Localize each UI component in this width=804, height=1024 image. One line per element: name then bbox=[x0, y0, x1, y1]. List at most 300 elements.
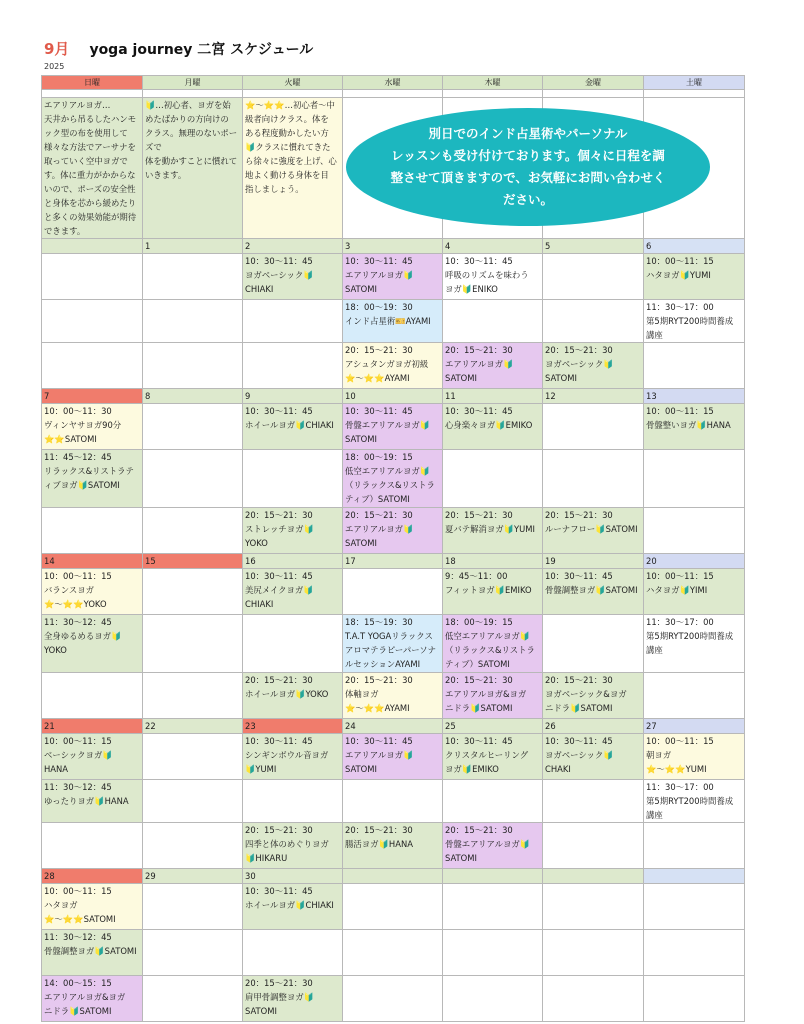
class-entry bbox=[543, 508, 644, 554]
date-cell: 7 bbox=[42, 389, 143, 404]
weekday-mon: 月曜 bbox=[143, 76, 243, 90]
empty-slot bbox=[343, 780, 443, 823]
legend-line: ある程度動かしたい方 bbox=[245, 128, 329, 138]
class-entry-line: フィットヨガ🔰EMIKO bbox=[445, 585, 532, 595]
class-entry bbox=[243, 976, 343, 1022]
class-entry-line: ⭐〜⭐⭐YOKO bbox=[44, 599, 107, 609]
class-entry-line: 第5期RYT200時間養成 bbox=[646, 631, 734, 641]
class-entry-line: 20：15〜21：30 bbox=[445, 675, 513, 685]
class-entry bbox=[243, 508, 343, 554]
date-cell: 25 bbox=[443, 719, 543, 734]
empty-slot bbox=[42, 343, 143, 389]
empty-slot bbox=[143, 343, 243, 389]
class-entry-line: 20：15〜21：30 bbox=[545, 675, 613, 685]
class-entry bbox=[343, 615, 443, 673]
date-cell: 5 bbox=[543, 239, 644, 254]
class-entry bbox=[343, 823, 443, 869]
empty-slot bbox=[143, 300, 243, 343]
class-entry-line: SATOMI bbox=[345, 434, 377, 444]
empty-slot bbox=[543, 254, 644, 300]
class-entry-line: ホイールヨガ🔰YOKO bbox=[245, 689, 329, 699]
class-entry-line: ティブ）SATOMI bbox=[345, 494, 410, 504]
notice-bubble bbox=[346, 108, 710, 226]
class-entry-line: ヨガ🔰ENIKO bbox=[445, 284, 498, 294]
class-entry-line: 10：00〜11：15 bbox=[44, 571, 112, 581]
class-entry-line: 20：15〜21：30 bbox=[245, 510, 313, 520]
class-entry bbox=[42, 404, 143, 450]
legend-aerial bbox=[42, 98, 143, 239]
empty-slot bbox=[143, 780, 243, 823]
empty-slot bbox=[143, 930, 243, 976]
class-entry-line: 9：45〜11：00 bbox=[445, 571, 508, 581]
empty-slot bbox=[243, 450, 343, 508]
class-entry bbox=[243, 254, 343, 300]
class-entry-line: 18：00〜19：15 bbox=[445, 617, 513, 627]
class-entry-line: 10：30〜11：45 bbox=[345, 736, 413, 746]
empty-slot bbox=[343, 569, 443, 615]
date-row bbox=[42, 389, 745, 404]
legend-line: 体を動かすことに慣れて bbox=[145, 156, 238, 166]
legend-line: と多くの効果効能が期待 bbox=[44, 212, 137, 222]
legend-intermediate bbox=[243, 98, 343, 239]
class-entry-line: 美尻メイクヨガ🔰 bbox=[245, 585, 314, 595]
class-entry-line: ホイールヨガ🔰CHIAKI bbox=[245, 900, 334, 910]
class-entry-line: 体軸ヨガ bbox=[345, 689, 379, 699]
date-cell: 22 bbox=[143, 719, 243, 734]
schedule-header bbox=[44, 38, 313, 62]
empty-slot bbox=[143, 734, 243, 780]
class-entry bbox=[343, 508, 443, 554]
notice-line: レッスンも受け付けております。個々に日程を調 bbox=[391, 148, 665, 163]
legend-line: いきます。 bbox=[145, 170, 187, 180]
class-entry-line: SATOMI bbox=[445, 853, 477, 863]
class-entry bbox=[243, 884, 343, 930]
empty-slot bbox=[143, 823, 243, 869]
date-cell: 29 bbox=[143, 869, 243, 884]
empty-slot bbox=[42, 673, 143, 719]
class-entry-line: 20：15〜21：30 bbox=[445, 825, 513, 835]
class-entry-line: 講座 bbox=[646, 330, 663, 340]
class-entry bbox=[443, 343, 543, 389]
class-entry-line: 11：30〜17：00 bbox=[646, 617, 714, 627]
date-cell bbox=[443, 869, 543, 884]
class-entry-line: ⭐〜⭐⭐SATOMI bbox=[44, 914, 116, 924]
class-entry-line: ハタヨガ🔰YUMI bbox=[646, 270, 711, 280]
class-entry-line: ィブヨガ🔰SATOMI bbox=[44, 480, 120, 490]
class-entry-line: 10：30〜11：45 bbox=[345, 256, 413, 266]
date-cell bbox=[543, 869, 644, 884]
class-entry-line: （リラックス&リストラ bbox=[345, 480, 435, 490]
class-entry bbox=[644, 404, 745, 450]
time-slot-row bbox=[42, 615, 745, 673]
class-entry-line: 骨盤調整ヨガ🔰SATOMI bbox=[545, 585, 638, 595]
class-entry-line: 20：15〜21：30 bbox=[345, 345, 413, 355]
class-entry-line: 10：30〜11：45 bbox=[245, 406, 313, 416]
empty-slot bbox=[443, 300, 543, 343]
date-cell: 3 bbox=[343, 239, 443, 254]
date-cell: 16 bbox=[243, 554, 343, 569]
class-entry-line: 第5期RYT200時間養成 bbox=[646, 796, 734, 806]
class-entry bbox=[42, 976, 143, 1022]
legend-line: ック型の布を使用して bbox=[44, 128, 128, 138]
class-entry-line: 20：15〜21：30 bbox=[245, 675, 313, 685]
class-entry bbox=[443, 615, 543, 673]
legend-line: と身体を芯から緩めたり bbox=[44, 198, 137, 208]
class-entry-line: ヨガ🔰EMIKO bbox=[445, 764, 499, 774]
class-entry bbox=[243, 404, 343, 450]
class-entry-line: エアリアルヨガ&ヨガ bbox=[445, 689, 527, 699]
class-entry bbox=[343, 254, 443, 300]
class-entry-line: 11：30〜12：45 bbox=[44, 932, 112, 942]
class-entry bbox=[343, 300, 443, 343]
empty-slot bbox=[143, 673, 243, 719]
date-cell: 9 bbox=[243, 389, 343, 404]
weekday-wed: 水曜 bbox=[343, 76, 443, 90]
class-entry-line: SATOMI bbox=[445, 373, 477, 383]
class-entry bbox=[42, 569, 143, 615]
class-entry-line: ハタヨガ bbox=[44, 900, 78, 910]
class-entry bbox=[42, 930, 143, 976]
date-row bbox=[42, 719, 745, 734]
class-entry-line: 20：15〜21：30 bbox=[245, 978, 313, 988]
class-entry-line: ⭐〜⭐⭐YUMI bbox=[646, 764, 707, 774]
class-entry-line: 骨盤エアリアルヨガ🔰 bbox=[445, 839, 531, 849]
class-entry-line: ニドラ🔰SATOMI bbox=[545, 703, 613, 713]
class-entry-line: 低空エアリアルヨガ🔰 bbox=[445, 631, 531, 641]
empty-slot bbox=[543, 823, 644, 869]
class-entry-line: エアリアルヨガ🔰 bbox=[345, 270, 414, 280]
empty-slot bbox=[543, 404, 644, 450]
notice-line: 整させて頂きますので、お気軽にお問い合わせく bbox=[390, 170, 666, 185]
class-entry-line: 11：45〜12：45 bbox=[44, 452, 112, 462]
class-entry-line: アシュタンガヨガ初級 bbox=[345, 359, 429, 369]
class-entry-line: 10：30〜11：45 bbox=[445, 256, 513, 266]
legend-line: いので、ポーズの安全性 bbox=[44, 184, 136, 194]
legend-line: 取っていく空中ヨガで bbox=[44, 156, 128, 166]
date-row bbox=[42, 554, 745, 569]
class-entry-line: 20：15〜21：30 bbox=[245, 825, 313, 835]
time-slot-row bbox=[42, 569, 745, 615]
empty-slot bbox=[543, 615, 644, 673]
class-entry-line: 第5期RYT200時間養成 bbox=[646, 316, 734, 326]
class-entry bbox=[644, 300, 745, 343]
legend-line: ズで bbox=[145, 142, 162, 152]
empty-slot bbox=[143, 254, 243, 300]
class-entry-line: ⭐⭐SATOMI bbox=[44, 434, 97, 444]
class-entry-line: T.A.T YOGAリラックス bbox=[345, 631, 433, 641]
empty-slot bbox=[243, 300, 343, 343]
class-entry-line: 10：00〜11：15 bbox=[646, 256, 714, 266]
empty-slot bbox=[42, 300, 143, 343]
weekday-thu: 木曜 bbox=[443, 76, 543, 90]
class-entry bbox=[343, 343, 443, 389]
empty-slot bbox=[543, 300, 644, 343]
time-slot-row bbox=[42, 673, 745, 719]
date-cell: 6 bbox=[644, 239, 745, 254]
date-cell: 1 bbox=[143, 239, 243, 254]
class-entry bbox=[243, 569, 343, 615]
class-entry bbox=[443, 673, 543, 719]
class-entry-line: 四季と体のめぐりヨガ bbox=[245, 839, 329, 849]
date-cell: 8 bbox=[143, 389, 243, 404]
empty-slot bbox=[644, 884, 745, 930]
class-entry-line: 🔰YUMI bbox=[245, 764, 277, 774]
empty-slot bbox=[644, 673, 745, 719]
empty-slot bbox=[443, 780, 543, 823]
date-cell: 28 bbox=[42, 869, 143, 884]
class-entry-line: ヨガベーシック🔰 bbox=[545, 750, 614, 760]
class-entry-line: 朝ヨガ bbox=[646, 750, 672, 760]
legend-line: 様々な方法でアーサナを bbox=[44, 142, 136, 152]
class-entry bbox=[644, 569, 745, 615]
time-slot-row bbox=[42, 734, 745, 780]
class-entry bbox=[243, 673, 343, 719]
time-slot-row bbox=[42, 823, 745, 869]
legend-line: す。体に重力がかからな bbox=[44, 170, 136, 180]
class-entry-line: （リラックス&リストラ bbox=[445, 645, 535, 655]
date-cell: 12 bbox=[543, 389, 644, 404]
empty-slot bbox=[42, 254, 143, 300]
weekday-tue: 火曜 bbox=[243, 76, 343, 90]
empty-slot bbox=[543, 930, 644, 976]
class-entry-line: クリスタルヒーリング bbox=[445, 750, 529, 760]
year-label: 2025 bbox=[44, 62, 65, 71]
class-entry-line: 18：00〜19：15 bbox=[345, 452, 413, 462]
date-cell: 20 bbox=[644, 554, 745, 569]
class-entry-line: 20：15〜21：30 bbox=[545, 510, 613, 520]
class-entry bbox=[42, 450, 143, 508]
class-entry-line: アロマテラピーパーソナ bbox=[345, 645, 437, 655]
date-cell: 4 bbox=[443, 239, 543, 254]
date-cell: 21 bbox=[42, 719, 143, 734]
class-entry-line: ルセッションAYAMI bbox=[345, 659, 421, 669]
date-cell: 11 bbox=[443, 389, 543, 404]
empty-slot bbox=[443, 976, 543, 1022]
date-cell bbox=[42, 239, 143, 254]
empty-slot bbox=[443, 450, 543, 508]
date-cell: 17 bbox=[343, 554, 443, 569]
class-entry-line: ⭐〜⭐⭐AYAMI bbox=[345, 373, 410, 383]
class-entry-line: 20：15〜21：30 bbox=[345, 675, 413, 685]
class-entry bbox=[543, 734, 644, 780]
notice-line: 別日でのインド占星術やパーソナル bbox=[428, 126, 628, 141]
class-entry-line: 20：15〜21：30 bbox=[445, 510, 513, 520]
class-entry-line: 10：30〜11：45 bbox=[245, 571, 313, 581]
class-entry-line: 講座 bbox=[646, 645, 663, 655]
class-entry-line: 骨盤エアリアルヨガ🔰 bbox=[345, 420, 431, 430]
time-slot-row bbox=[42, 254, 745, 300]
class-entry-line: ゆったりヨガ🔰HANA bbox=[44, 796, 129, 806]
time-slot-row bbox=[42, 450, 745, 508]
date-cell bbox=[644, 869, 745, 884]
date-cell: 23 bbox=[243, 719, 343, 734]
class-entry-line: インド占星術🎫AYAMI bbox=[345, 316, 431, 326]
class-entry-line: 骨盤調整ヨガ🔰SATOMI bbox=[44, 946, 137, 956]
class-entry bbox=[443, 569, 543, 615]
class-entry-line: 低空エアリアルヨガ🔰 bbox=[345, 466, 431, 476]
class-entry-line: 腸活ヨガ🔰HANA bbox=[345, 839, 413, 849]
date-cell: 2 bbox=[243, 239, 343, 254]
class-entry-line: 講座 bbox=[646, 810, 663, 820]
empty-slot bbox=[143, 615, 243, 673]
class-entry-line: CHIAKI bbox=[245, 599, 274, 609]
class-entry bbox=[42, 884, 143, 930]
class-entry bbox=[543, 569, 644, 615]
empty-slot bbox=[644, 508, 745, 554]
class-entry-line: 10：00〜11：15 bbox=[646, 736, 714, 746]
empty-slot bbox=[343, 930, 443, 976]
legend-line: 級者向けクラス。体を bbox=[245, 114, 329, 124]
class-entry-line: 10：00〜11：15 bbox=[44, 886, 112, 896]
time-slot-row bbox=[42, 404, 745, 450]
month-label: 9月 bbox=[44, 40, 70, 58]
class-entry bbox=[343, 673, 443, 719]
class-entry-line: 11：30〜12：45 bbox=[44, 617, 112, 627]
empty-slot bbox=[143, 569, 243, 615]
class-entry-line: SATOMI bbox=[345, 284, 377, 294]
class-entry-line: 18：15〜19：30 bbox=[345, 617, 413, 627]
empty-slot bbox=[143, 976, 243, 1022]
class-entry-line: 10：30〜11：45 bbox=[245, 256, 313, 266]
date-cell: 30 bbox=[243, 869, 343, 884]
class-entry-line: 14：00〜15：15 bbox=[44, 978, 112, 988]
empty-slot bbox=[42, 823, 143, 869]
class-entry bbox=[42, 615, 143, 673]
empty-slot bbox=[644, 976, 745, 1022]
empty-slot bbox=[644, 343, 745, 389]
class-entry-line: 10：30〜11：45 bbox=[445, 406, 513, 416]
date-cell: 14 bbox=[42, 554, 143, 569]
time-slot-row bbox=[42, 343, 745, 389]
class-entry-line: SATOMI bbox=[345, 764, 377, 774]
empty-slot bbox=[42, 508, 143, 554]
class-entry bbox=[443, 404, 543, 450]
empty-slot bbox=[644, 823, 745, 869]
class-entry-line: ニドラ🔰SATOMI bbox=[445, 703, 513, 713]
empty-slot bbox=[143, 450, 243, 508]
empty-slot bbox=[243, 615, 343, 673]
legend-line: 🔰クラスに慣れてきた bbox=[245, 142, 331, 152]
class-entry-line: 🔰HIKARU bbox=[245, 853, 288, 863]
class-entry-line: 20：15〜21：30 bbox=[345, 825, 413, 835]
class-entry-line: 肩甲骨調整ヨガ🔰 bbox=[245, 992, 315, 1002]
date-cell: 10 bbox=[343, 389, 443, 404]
date-cell: 15 bbox=[143, 554, 243, 569]
empty-slot bbox=[443, 930, 543, 976]
empty-slot bbox=[543, 976, 644, 1022]
class-entry-line: ニドラ🔰SATOMI bbox=[44, 1006, 112, 1016]
class-entry bbox=[644, 734, 745, 780]
legend-line: 地よく動ける身体を目 bbox=[245, 170, 329, 180]
class-entry-line: 10：30〜11：45 bbox=[245, 886, 313, 896]
legend-beginner bbox=[143, 98, 243, 239]
class-entry bbox=[644, 780, 745, 823]
class-entry-line: リラックス&リストラテ bbox=[44, 466, 134, 476]
legend-line: ら徐々に強度を上げ、心 bbox=[245, 156, 337, 166]
class-entry-line: 11：30〜12：45 bbox=[44, 782, 112, 792]
time-slot-row bbox=[42, 780, 745, 823]
empty-slot bbox=[343, 884, 443, 930]
date-cell bbox=[343, 869, 443, 884]
empty-slot bbox=[543, 780, 644, 823]
date-cell: 13 bbox=[644, 389, 745, 404]
class-entry-line: 20：15〜21：30 bbox=[345, 510, 413, 520]
class-entry-line: 10：00〜11：15 bbox=[646, 406, 714, 416]
time-slot-row bbox=[42, 508, 745, 554]
legend-line: エアリアルヨガ… bbox=[44, 100, 111, 110]
legend-line: クラス。無理のないポー bbox=[145, 128, 238, 138]
class-entry-line: 11：30〜17：00 bbox=[646, 302, 714, 312]
class-entry-line: 10：30〜11：45 bbox=[445, 736, 513, 746]
class-entry-line: YOKO bbox=[44, 645, 67, 655]
empty-slot bbox=[644, 450, 745, 508]
empty-slot bbox=[143, 508, 243, 554]
date-cell: 27 bbox=[644, 719, 745, 734]
weekday-header-row bbox=[42, 76, 745, 90]
weekday-sat: 土曜 bbox=[644, 76, 745, 90]
time-slot-row bbox=[42, 300, 745, 343]
class-entry-line: 11：30〜17：00 bbox=[646, 782, 714, 792]
date-cell: 24 bbox=[343, 719, 443, 734]
class-entry-line: 10：30〜11：45 bbox=[345, 406, 413, 416]
empty-slot bbox=[243, 780, 343, 823]
class-entry-line: バランスヨガ bbox=[44, 585, 94, 595]
class-entry-line: 10：30〜11：45 bbox=[545, 571, 613, 581]
class-entry-line: 心身楽々ヨガ🔰EMIKO bbox=[445, 420, 533, 430]
class-entry-line: CHAKI bbox=[545, 764, 571, 774]
time-slot-row bbox=[42, 976, 745, 1022]
empty-slot bbox=[543, 884, 644, 930]
schedule-title: yoga journey 二宮 スケジュール bbox=[89, 42, 314, 58]
legend-line: できます。 bbox=[44, 226, 86, 236]
class-entry-line: SATOMI bbox=[345, 538, 377, 548]
class-entry-line: ストレッチヨガ🔰 bbox=[245, 524, 314, 534]
class-entry bbox=[42, 780, 143, 823]
weekday-fri: 金曜 bbox=[543, 76, 644, 90]
class-entry-line: ⭐〜⭐⭐AYAMI bbox=[345, 703, 410, 713]
class-entry-line: 20：15〜21：30 bbox=[545, 345, 613, 355]
class-entry-line: ヨガベーシック🔰 bbox=[245, 270, 314, 280]
class-entry bbox=[343, 734, 443, 780]
class-entry-line: ティブ）SATOMI bbox=[445, 659, 510, 669]
class-entry-line: 18：00〜19：30 bbox=[345, 302, 413, 312]
class-entry bbox=[243, 734, 343, 780]
class-entry bbox=[543, 673, 644, 719]
class-entry bbox=[543, 343, 644, 389]
class-entry-line: 20：15〜21：30 bbox=[445, 345, 513, 355]
class-entry-line: ルーナフロー🔰SATOMI bbox=[545, 524, 638, 534]
class-entry-line: ハタヨガ🔰YIMI bbox=[646, 585, 708, 595]
class-entry bbox=[443, 254, 543, 300]
empty-slot bbox=[543, 450, 644, 508]
class-entry bbox=[343, 450, 443, 508]
date-row bbox=[42, 869, 745, 884]
class-entry bbox=[243, 823, 343, 869]
class-entry-line: CHIAKI bbox=[245, 284, 274, 294]
legend-line: ⭐〜⭐⭐…初心者〜中 bbox=[245, 100, 335, 110]
class-entry-line: 夏バテ解消ヨガ🔰YUMI bbox=[445, 524, 535, 534]
empty-slot bbox=[243, 930, 343, 976]
empty-slot bbox=[343, 976, 443, 1022]
date-cell: 26 bbox=[543, 719, 644, 734]
class-entry bbox=[644, 254, 745, 300]
class-entry-line: 骨盤整いヨガ🔰HANA bbox=[646, 420, 731, 430]
class-entry bbox=[644, 615, 745, 673]
legend-line: 🔰…初心者、ヨガを始 bbox=[145, 100, 231, 110]
class-entry bbox=[443, 823, 543, 869]
class-entry-line: ベーシックヨガ🔰 bbox=[44, 750, 113, 760]
class-entry-line: 10：00〜11：15 bbox=[646, 571, 714, 581]
